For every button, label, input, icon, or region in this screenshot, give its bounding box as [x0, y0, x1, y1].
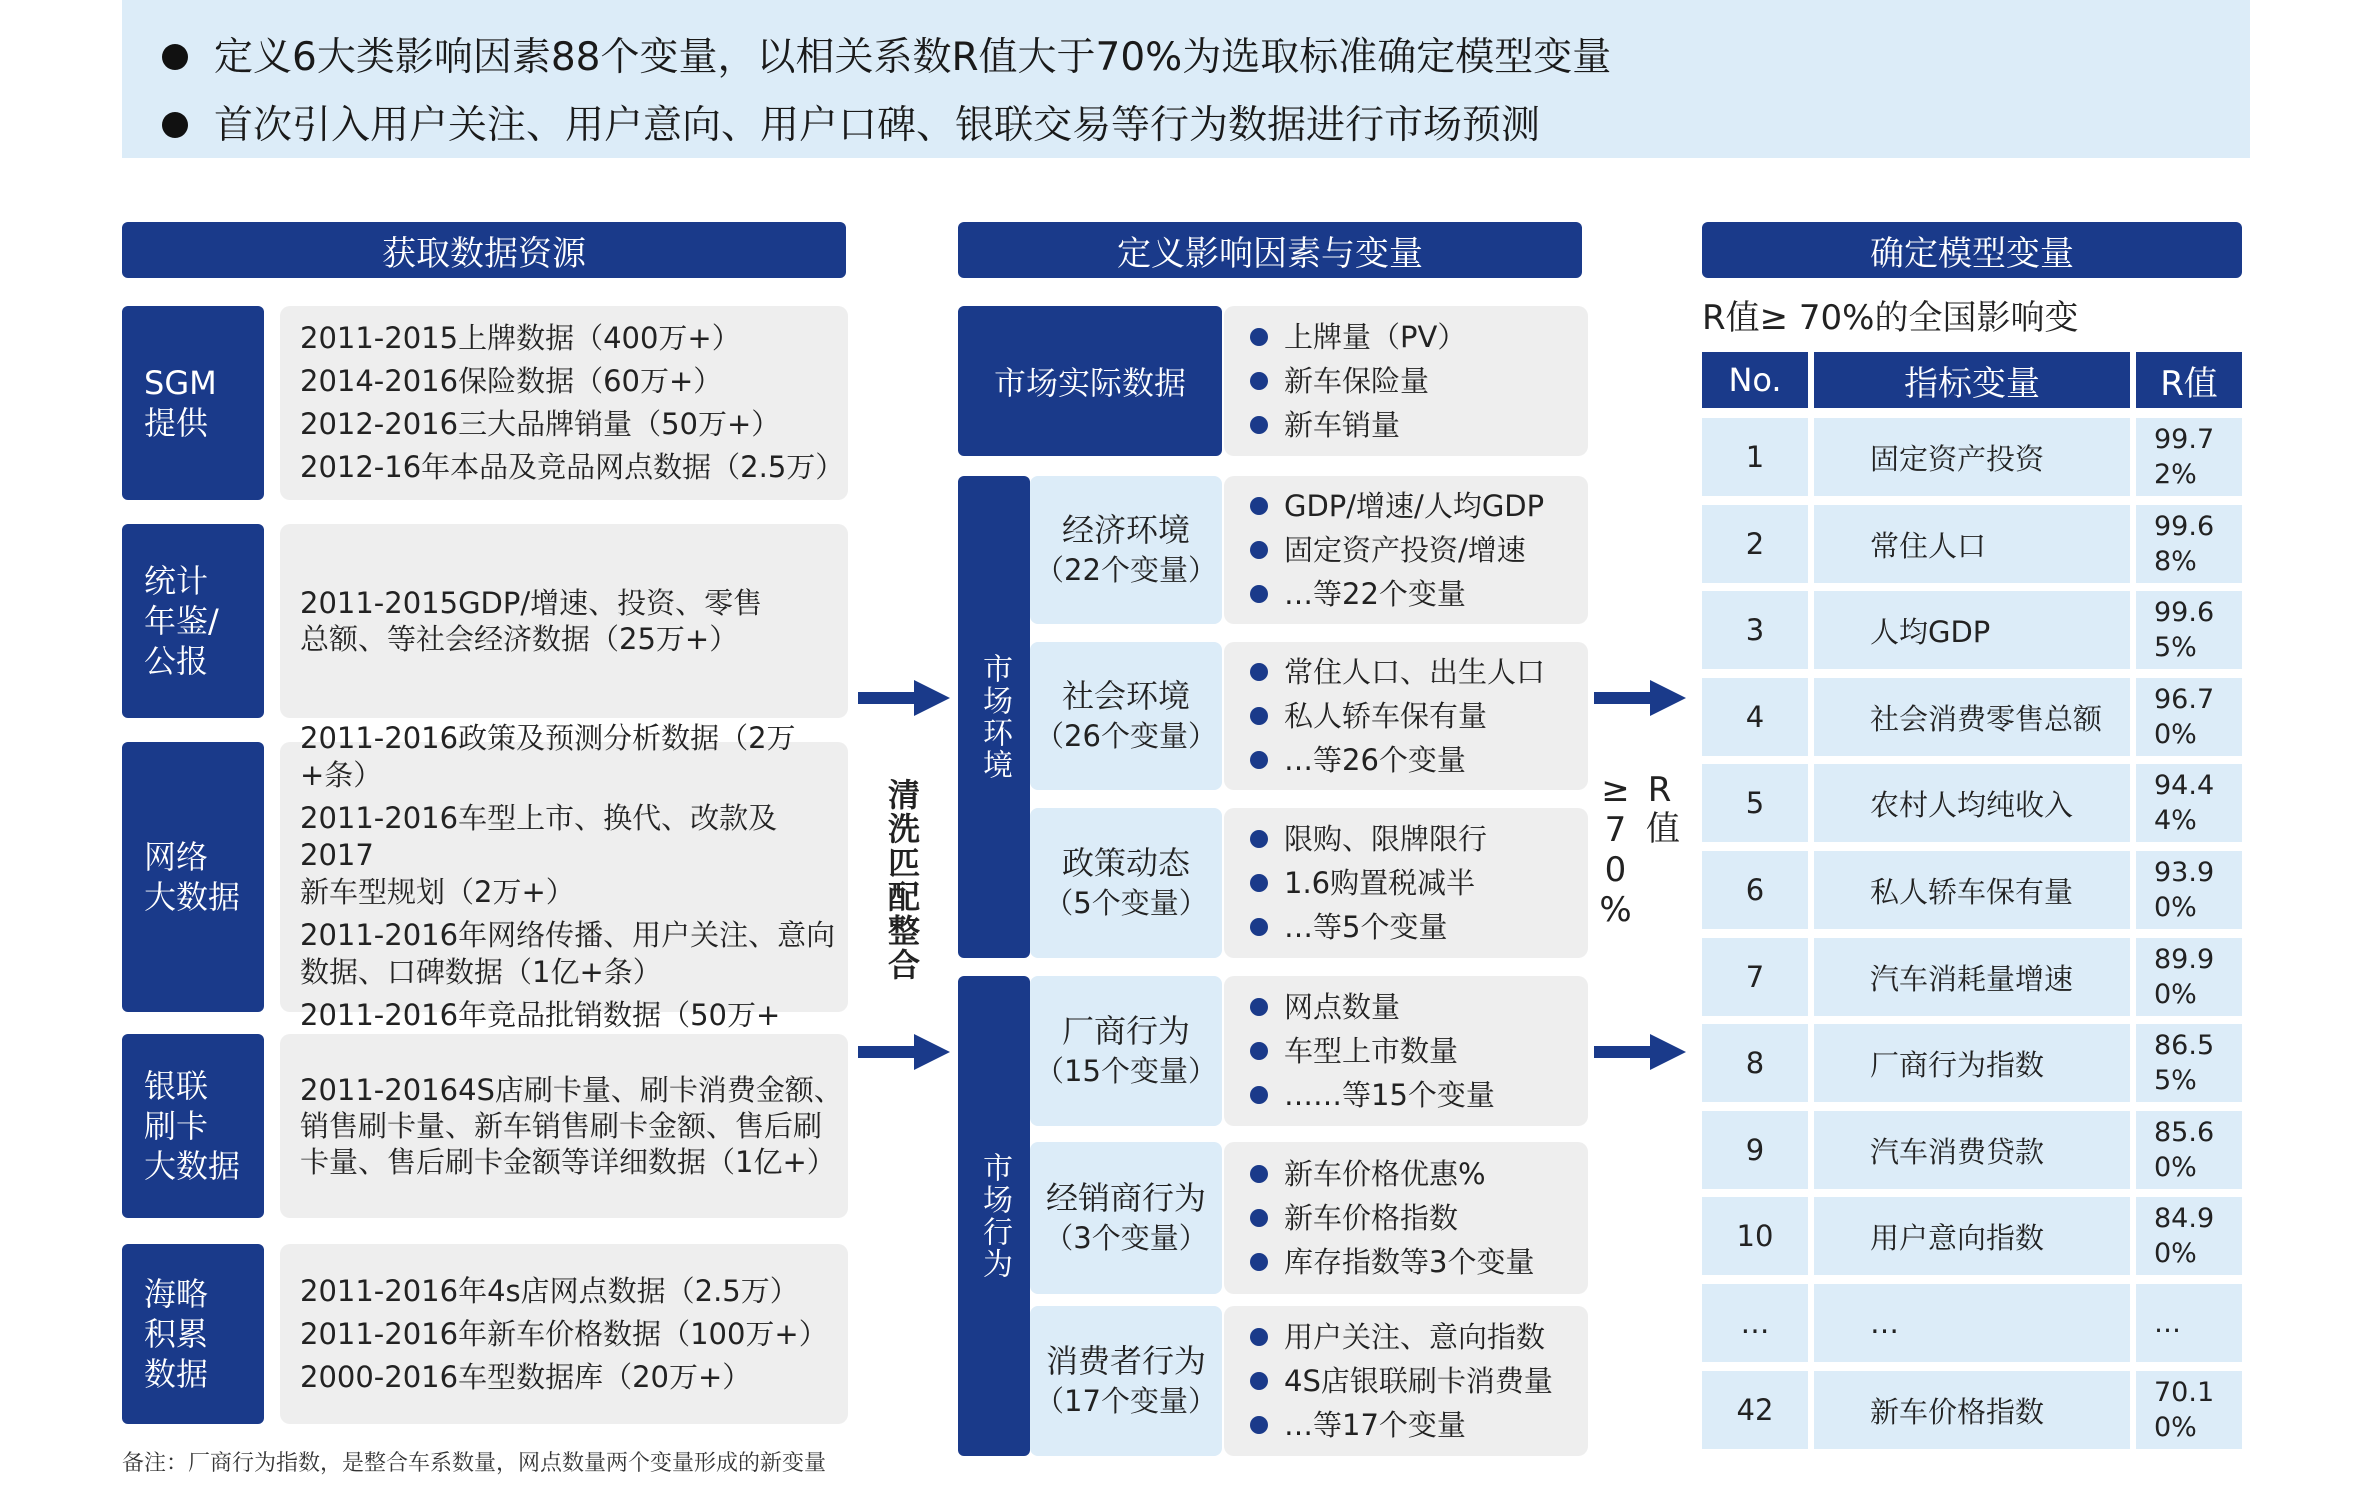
row-no-text: 6	[1745, 873, 1765, 907]
bullet-dot-icon	[1250, 328, 1268, 346]
bullet-dot-icon	[1250, 497, 1268, 515]
row-r-text: …	[2154, 1307, 2181, 1339]
row-no	[1702, 1371, 1808, 1449]
source-label-hailue: 海略 积累 数据	[122, 1244, 264, 1424]
row-r-value	[2136, 851, 2242, 929]
row-variable-text: 人均GDP	[1870, 614, 1991, 649]
row-r-text: 0%	[2154, 1238, 2197, 1269]
bullet-dot-icon	[1250, 1253, 1268, 1271]
row-variable-text: …	[1870, 1306, 1899, 1340]
row-no	[1702, 678, 1808, 756]
row-r-text: 99.6	[2154, 511, 2215, 542]
category-manufacturer-bullets: 网点数量 车型上市数量 ……等15个变量	[1224, 976, 1588, 1126]
source-label-stats: 统计 年鉴/ 公报	[122, 524, 264, 718]
row-r-value	[2136, 591, 2242, 669]
row-no	[1702, 938, 1808, 1016]
bullet-dot-icon	[1250, 1086, 1268, 1104]
footnote: 备注：厂商行为指数，是整合车系数量，网点数量两个变量形成的新变量	[122, 1451, 827, 1476]
category-social: 社会环境 （26个变量）	[1030, 642, 1222, 790]
category-dealer-bullets: 新车价格优惠% 新车价格指数 库存指数等3个变量	[1224, 1142, 1588, 1294]
row-variable-text: 社会消费零售总额	[1870, 701, 2103, 736]
source-label-sgm: SGM 提供	[122, 306, 264, 500]
row-variable-text: 农村人均纯收入	[1870, 787, 2074, 822]
row-variable-text: 汽车消耗量增速	[1870, 961, 2074, 996]
category-manufacturer: 厂商行为 （15个变量）	[1030, 976, 1222, 1126]
row-r-text: 0%	[2154, 979, 2197, 1010]
row-no-text: 7	[1745, 960, 1765, 994]
row-no-text: 1	[1745, 440, 1765, 474]
category-social-bullets: 常住人口、出生人口 私人轿车保有量 …等26个变量	[1224, 642, 1588, 790]
row-variable	[1814, 1111, 2130, 1189]
row-no	[1702, 591, 1808, 669]
category-dealer: 经销商行为 （3个变量）	[1030, 1142, 1222, 1294]
row-r-text: 0%	[2154, 892, 2197, 923]
actual-market-bullets: 上牌量（PV） 新车保险量 新车销量	[1224, 306, 1588, 456]
category-consumer-bullets: 用户关注、意向指数 4S店银联刷卡消费量 …等17个变量	[1224, 1306, 1588, 1456]
row-r-value	[2136, 938, 2242, 1016]
row-variable	[1814, 591, 2130, 669]
threshold-label: R值≥70%	[1595, 770, 1680, 930]
row-variable	[1814, 1371, 2130, 1449]
row-no-text: …	[1740, 1306, 1770, 1340]
bullet-dot-icon	[162, 44, 188, 70]
category-economic: 经济环境 （22个变量）	[1030, 476, 1222, 624]
bullet-dot-icon	[1250, 1165, 1268, 1183]
bullet-dot-icon	[1250, 707, 1268, 725]
row-r-text: 5%	[2154, 1065, 2197, 1096]
bullet-dot-icon	[1250, 541, 1268, 559]
row-no	[1702, 1024, 1808, 1102]
row-variable	[1814, 851, 2130, 929]
summary-line-2: 首次引入用户关注、用户意向、用户口碑、银联交易等行为数据进行市场预测	[162, 94, 1540, 150]
row-no-text: 4	[1745, 700, 1765, 734]
arrow-right-icon	[858, 1034, 950, 1070]
category-consumer: 消费者行为 （17个变量）	[1030, 1306, 1222, 1456]
row-no	[1702, 1197, 1808, 1275]
row-no-text: 42	[1736, 1393, 1774, 1427]
row-r-text: 84.9	[2154, 1203, 2215, 1234]
source-details-hailue: 2011-2016年4s店网点数据（2.5万） 2011-2016年新车价格数据（100万+） 2000-2016车型数据库（20万+）	[280, 1244, 848, 1424]
row-r-text: 70.1	[2154, 1377, 2215, 1408]
bullet-dot-icon	[1250, 663, 1268, 681]
bullet-dot-icon	[1250, 751, 1268, 769]
row-no-text: 10	[1736, 1219, 1774, 1253]
bullet-dot-icon	[1250, 1328, 1268, 1346]
bullet-dot-icon	[1250, 1372, 1268, 1390]
group-label-behaviour: 市场行为	[958, 976, 1030, 1456]
row-variable-text: 新车价格指数	[1870, 1394, 2045, 1429]
category-economic-bullets: GDP/增速/人均GDP 固定资产投资/增速 …等22个变量	[1224, 476, 1588, 624]
row-variable	[1814, 678, 2130, 756]
row-r-text: 85.6	[2154, 1117, 2215, 1148]
group-label-environment: 市场环境	[958, 476, 1030, 958]
source-label-unionpay: 银联 刷卡 大数据	[122, 1034, 264, 1218]
row-variable-text: 厂商行为指数	[1870, 1047, 2045, 1082]
row-no	[1702, 505, 1808, 583]
bullet-dot-icon	[1250, 1042, 1268, 1060]
row-no	[1702, 1284, 1808, 1362]
row-r-value	[2136, 678, 2242, 756]
row-r-text: 99.7	[2154, 424, 2215, 455]
arrow-right-icon	[858, 680, 950, 716]
row-r-text: 2%	[2154, 459, 2197, 490]
source-details-sgm: 2011-2015上牌数据（400万+） 2014-2016保险数据（60万+） 2012-2016三大品牌销量（50万+） 2012-16年本品及竞品网点数据（2.5万）	[280, 306, 848, 500]
row-no-text: 3	[1745, 613, 1765, 647]
category-policy: 政策动态 （5个变量）	[1030, 808, 1222, 958]
row-variable-text: 常住人口	[1870, 528, 1987, 563]
bullet-dot-icon	[1250, 874, 1268, 892]
col2-header: 定义影响因素与变量	[958, 222, 1582, 278]
row-r-text: 0%	[2154, 719, 2197, 750]
cleaning-label: 清洗匹配整合	[883, 778, 921, 982]
col-header-r: R值	[2136, 352, 2242, 408]
bullet-dot-icon	[1250, 998, 1268, 1016]
row-r-text: 99.6	[2154, 597, 2215, 628]
row-no-text: 5	[1745, 786, 1765, 820]
row-no	[1702, 1111, 1808, 1189]
arrow-right-icon	[1594, 680, 1686, 716]
row-r-text: 0%	[2154, 1412, 2197, 1443]
row-no-text: 2	[1745, 527, 1765, 561]
row-r-value	[2136, 1197, 2242, 1275]
bullet-dot-icon	[1250, 918, 1268, 936]
row-r-value	[2136, 1111, 2242, 1189]
bullet-dot-icon	[1250, 372, 1268, 390]
row-no	[1702, 418, 1808, 496]
source-details-stats: 2011-2015GDP/增速、投资、零售 总额、等社会经济数据（25万+）	[280, 524, 848, 718]
source-details-web: 2011-2016政策及预测分析数据（2万+条） 2011-2016车型上市、换代、改款及2017 新车型规划（2万+） 2011-2016年网络传播、用户关注、意向 数据、口碑数据（1亿+条） 2011-2016年竞品批销数据（50万+	[280, 742, 848, 1012]
row-variable	[1814, 1197, 2130, 1275]
row-r-value	[2136, 1284, 2242, 1362]
row-variable	[1814, 505, 2130, 583]
row-r-value	[2136, 764, 2242, 842]
source-label-web: 网络 大数据	[122, 742, 264, 1012]
actual-market-label: 市场实际数据	[958, 306, 1222, 456]
row-variable-text: 汽车消费贷款	[1870, 1134, 2045, 1169]
row-r-value	[2136, 1371, 2242, 1449]
row-variable	[1814, 938, 2130, 1016]
row-r-value	[2136, 418, 2242, 496]
col-header-no: No.	[1702, 352, 1808, 408]
summary-line-1: 定义6大类影响因素88个变量，以相关系数R值大于70%为选取标准确定模型变量	[162, 26, 1611, 82]
row-r-value	[2136, 1024, 2242, 1102]
row-variable	[1814, 1284, 2130, 1362]
row-variable-text: 固定资产投资	[1870, 441, 2045, 476]
bullet-dot-icon	[1250, 585, 1268, 603]
col1-header: 获取数据资源	[122, 222, 846, 278]
row-no-text: 8	[1745, 1046, 1765, 1080]
row-r-text: 8%	[2154, 546, 2197, 577]
row-r-text: 0%	[2154, 1152, 2197, 1183]
row-r-text: 4%	[2154, 805, 2197, 836]
bullet-dot-icon	[1250, 416, 1268, 434]
col3-subtitle: R值≥ 70%的全国影响变	[1702, 298, 2079, 338]
arrow-right-icon	[1594, 1034, 1686, 1070]
row-variable	[1814, 764, 2130, 842]
col-header-variable: 指标变量	[1814, 352, 2130, 408]
category-policy-bullets: 限购、限牌限行 1.6购置税减半 …等5个变量	[1224, 808, 1588, 958]
row-r-text: 89.9	[2154, 944, 2215, 975]
row-variable-text: 用户意向指数	[1870, 1220, 2045, 1255]
row-no-text: 9	[1745, 1133, 1765, 1167]
bullet-dot-icon	[1250, 830, 1268, 848]
bullet-dot-icon	[162, 112, 188, 138]
row-r-text: 5%	[2154, 632, 2197, 663]
row-no	[1702, 851, 1808, 929]
source-details-unionpay: 2011-20164S店刷卡量、刷卡消费金额、 销售刷卡量、新车销售刷卡金额、售后刷 卡量、售后刷卡金额等详细数据（1亿+）	[280, 1034, 848, 1218]
bullet-dot-icon	[1250, 1209, 1268, 1227]
row-variable-text: 私人轿车保有量	[1870, 874, 2074, 909]
bullet-dot-icon	[1250, 1416, 1268, 1434]
row-variable	[1814, 1024, 2130, 1102]
summary-banner	[122, 0, 2250, 158]
row-r-text: 94.4	[2154, 770, 2215, 801]
row-r-text: 86.5	[2154, 1030, 2215, 1061]
row-r-value	[2136, 505, 2242, 583]
row-r-text: 96.7	[2154, 684, 2215, 715]
row-r-text: 93.9	[2154, 857, 2215, 888]
row-variable	[1814, 418, 2130, 496]
col3-header: 确定模型变量	[1702, 222, 2242, 278]
row-no	[1702, 764, 1808, 842]
